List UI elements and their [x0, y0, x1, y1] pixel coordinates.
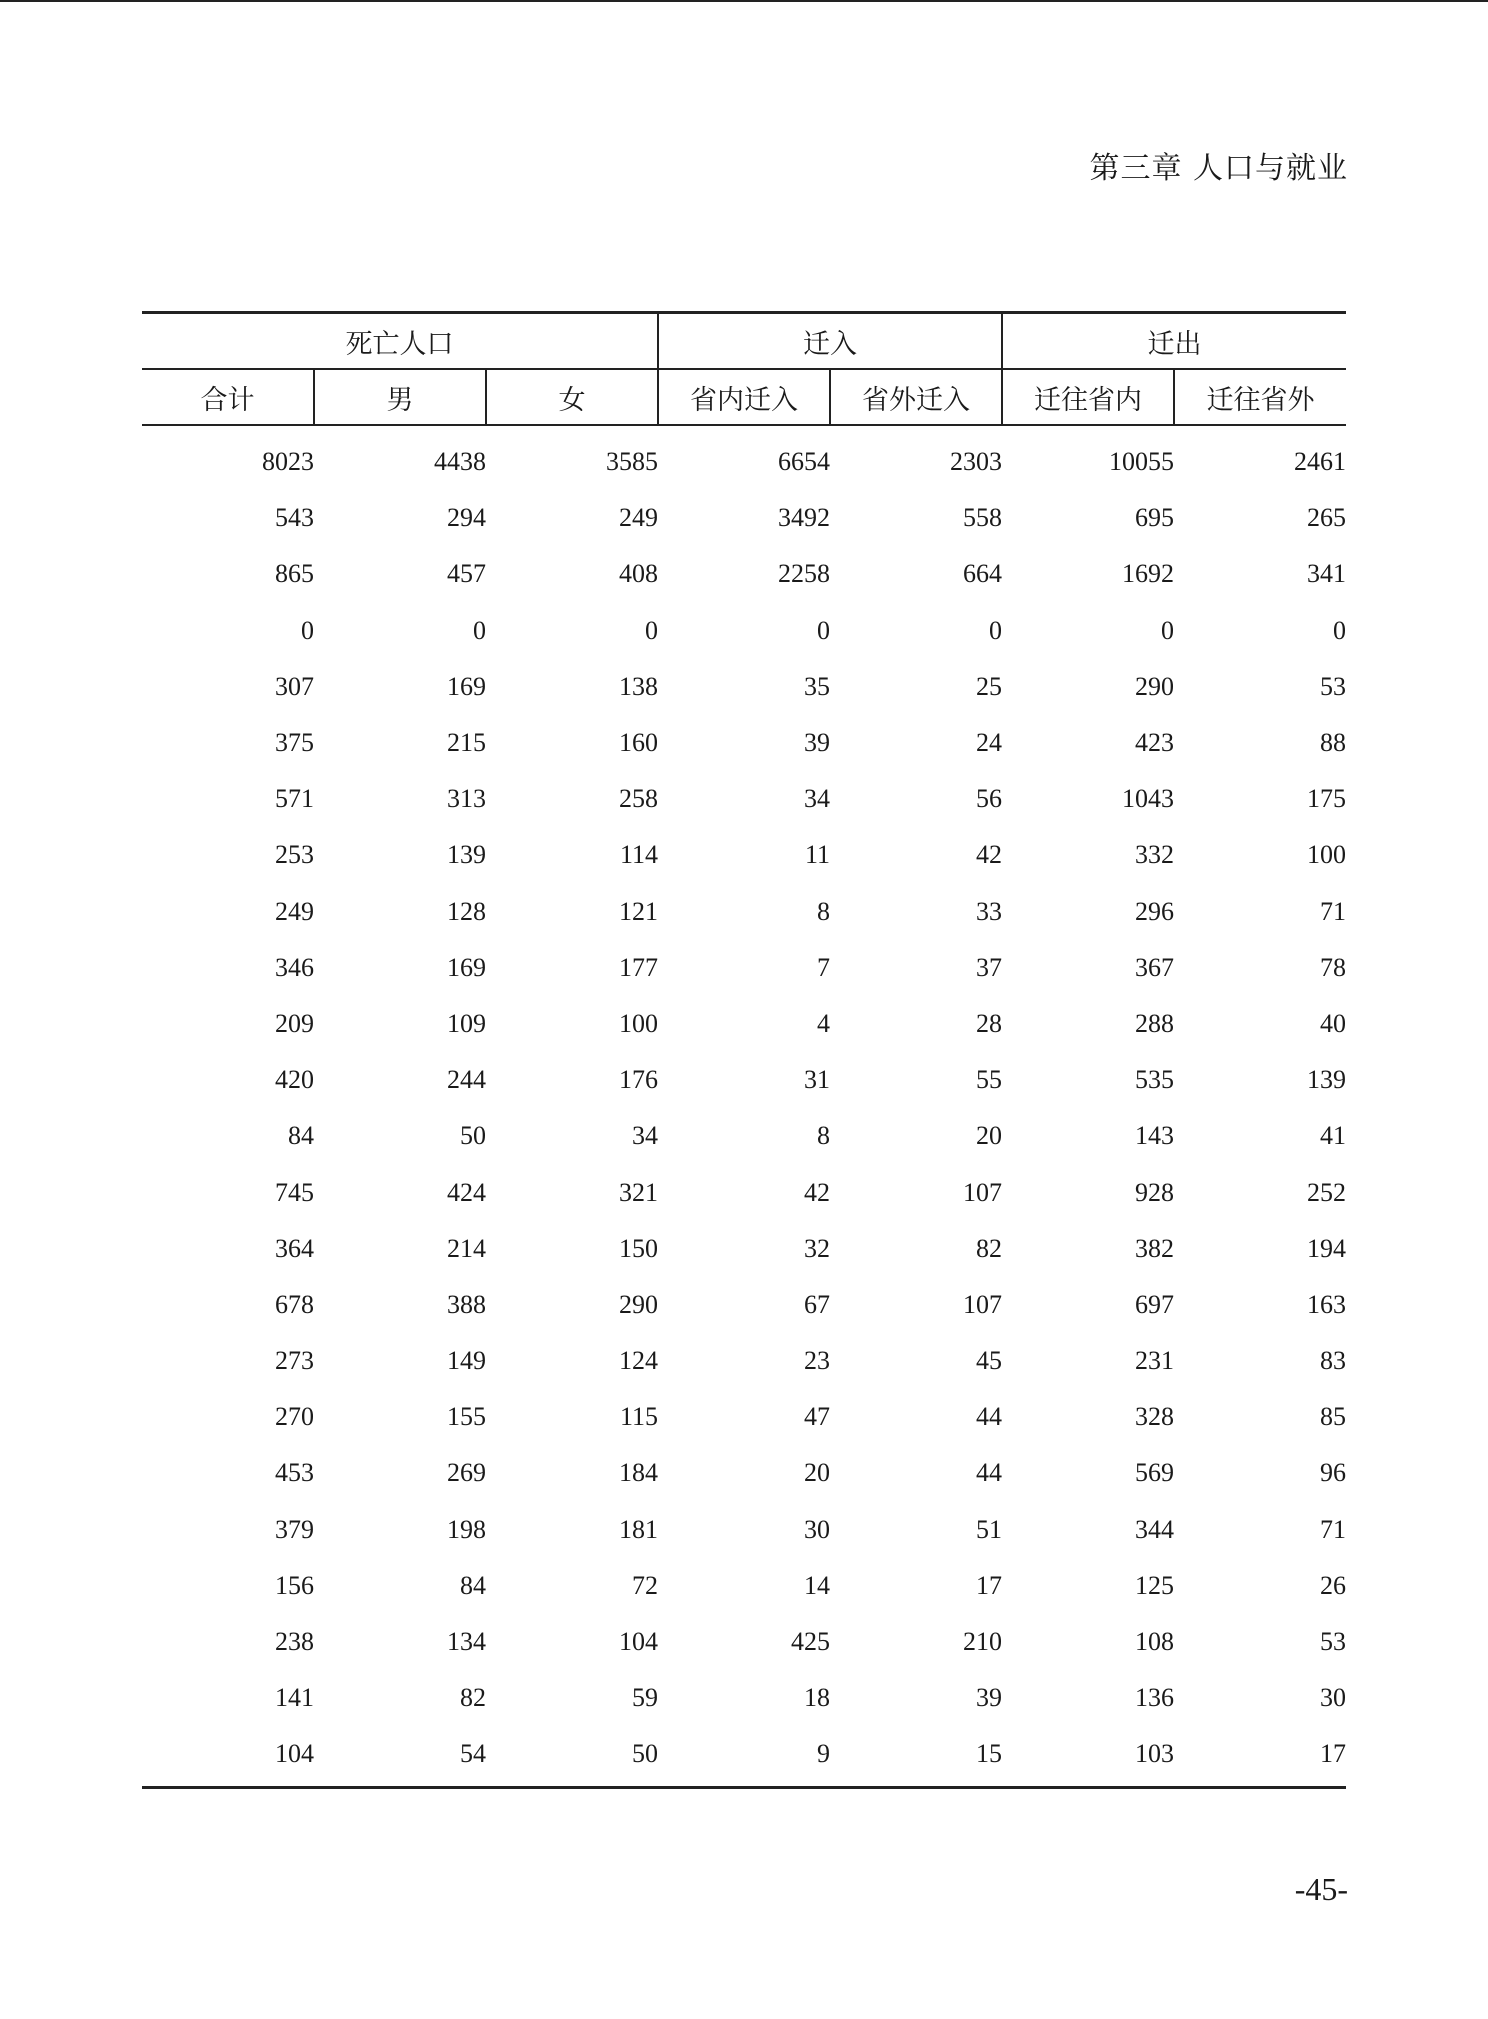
table-cell: 163 [1307, 1289, 1347, 1319]
table-cell: 0 [1333, 615, 1347, 645]
table-cell: 2258 [778, 559, 831, 589]
table-cell: 344 [1135, 1514, 1175, 1544]
chapter-title: 第三章 人口与就业 [1089, 151, 1348, 186]
table-cell: 265 [1307, 503, 1347, 533]
table-cell: 367 [1135, 952, 1175, 982]
table-cell: 4 [817, 1008, 831, 1038]
table-cell: 313 [447, 784, 486, 814]
table-cell: 121 [619, 896, 659, 926]
statistics-table [142, 311, 1346, 1783]
table-cell: 2303 [950, 447, 1003, 477]
table-cell: 107 [963, 1177, 1003, 1207]
table-cell: 108 [1135, 1627, 1175, 1657]
table-cell: 44 [976, 1402, 1003, 1432]
table-cell: 78 [1320, 952, 1347, 982]
column-header-male: 男 [314, 369, 486, 425]
table-cell: 54 [460, 1739, 486, 1769]
table-row [142, 1108, 1346, 1164]
table-cell: 2461 [1294, 447, 1347, 477]
table-cell: 9 [817, 1739, 831, 1769]
table-row [142, 1333, 1346, 1389]
table-header [142, 313, 1346, 426]
table-cell: 138 [619, 671, 659, 701]
table-cell: 571 [275, 784, 314, 814]
table-cell: 328 [1135, 1402, 1175, 1432]
table-cell: 270 [275, 1402, 314, 1432]
table-row [142, 1052, 1346, 1108]
table-row [142, 1670, 1346, 1726]
table-cell: 252 [1307, 1177, 1347, 1207]
table-cell: 294 [447, 503, 486, 533]
table-cell: 425 [791, 1627, 831, 1657]
table-cell: 114 [619, 840, 659, 870]
table-cell: 273 [275, 1346, 314, 1376]
table-cell: 10055 [1109, 447, 1175, 477]
table-row [142, 659, 1346, 715]
table-cell: 150 [619, 1233, 659, 1263]
table-cell: 420 [275, 1065, 314, 1095]
table-cell: 453 [275, 1458, 314, 1488]
table-cell: 67 [804, 1289, 831, 1319]
table-cell: 15 [976, 1739, 1003, 1769]
table-cell: 8 [817, 1121, 831, 1151]
table-cell: 346 [275, 952, 314, 982]
table-row [142, 1502, 1346, 1558]
table-cell: 0 [301, 615, 314, 645]
table-cell: 424 [447, 1177, 486, 1207]
table-cell: 290 [1135, 671, 1175, 701]
table-cell: 678 [275, 1289, 314, 1319]
table-cell: 288 [1135, 1008, 1175, 1038]
column-header-row [142, 369, 1346, 425]
table-row [142, 425, 1346, 490]
table-cell: 244 [447, 1065, 486, 1095]
table-cell: 136 [1135, 1683, 1175, 1713]
table-cell: 697 [1135, 1289, 1175, 1319]
table-cell: 20 [804, 1458, 831, 1488]
table-cell: 50 [460, 1121, 486, 1151]
table-cell: 24 [976, 728, 1003, 758]
table-cell: 155 [447, 1402, 486, 1432]
table-cell: 34 [632, 1121, 659, 1151]
table-cell: 408 [619, 559, 659, 589]
table-cell: 134 [447, 1627, 486, 1657]
table-row [142, 1726, 1346, 1782]
table-row [142, 940, 1346, 996]
table-cell: 41 [1320, 1121, 1347, 1151]
table-cell: 141 [275, 1683, 314, 1713]
table-cell: 115 [619, 1402, 659, 1432]
table-row [142, 1389, 1346, 1445]
table-cell: 160 [619, 728, 659, 758]
table-cell: 17 [1320, 1739, 1347, 1769]
table-cell: 71 [1320, 1514, 1347, 1544]
table-cell: 17 [976, 1570, 1003, 1600]
table-cell: 109 [447, 1008, 486, 1038]
table-cell: 149 [447, 1346, 486, 1376]
table-cell: 82 [460, 1683, 486, 1713]
page-top-border [0, 0, 1488, 2]
table-cell: 85 [1320, 1402, 1347, 1432]
table-cell: 30 [1320, 1683, 1347, 1713]
table-cell: 0 [1161, 615, 1175, 645]
table-cell: 156 [275, 1570, 314, 1600]
table-cell: 269 [447, 1458, 486, 1488]
table-row [142, 884, 1346, 940]
table-cell: 107 [963, 1289, 1003, 1319]
table-cell: 7 [817, 952, 831, 982]
table-cell: 14 [804, 1570, 831, 1600]
table-row [142, 1445, 1346, 1501]
table-cell: 33 [976, 896, 1003, 926]
table-cell: 169 [447, 671, 486, 701]
table-row [142, 1164, 1346, 1220]
group-header-deaths: 死亡人口 [142, 313, 658, 370]
table-cell: 695 [1135, 503, 1175, 533]
table-cell: 37 [976, 952, 1003, 982]
table-cell: 32 [804, 1233, 831, 1263]
table-cell: 45 [976, 1346, 1003, 1376]
table-cell: 296 [1135, 896, 1175, 926]
group-header-row [142, 313, 1346, 370]
table-cell: 865 [275, 559, 314, 589]
table-cell: 194 [1307, 1233, 1347, 1263]
table-row [142, 996, 1346, 1052]
table-cell: 139 [1307, 1065, 1347, 1095]
table-cell: 290 [619, 1289, 659, 1319]
table-cell: 1692 [1122, 559, 1175, 589]
table-row [142, 603, 1346, 659]
table-cell: 177 [619, 952, 659, 982]
table-row [142, 490, 1346, 546]
table-cell: 42 [804, 1177, 831, 1207]
column-header-in-province-in: 省内迁入 [658, 369, 830, 425]
table-cell: 928 [1135, 1177, 1175, 1207]
group-header-in-migration: 迁入 [658, 313, 1002, 370]
table-cell: 47 [804, 1402, 831, 1432]
table-cell: 71 [1320, 896, 1347, 926]
table-cell: 214 [447, 1233, 486, 1263]
table-cell: 88 [1320, 728, 1347, 758]
table-cell: 35 [804, 671, 831, 701]
table-cell: 34 [804, 784, 831, 814]
table-cell: 535 [1135, 1065, 1175, 1095]
table-cell: 23 [804, 1346, 831, 1376]
table-cell: 321 [619, 1177, 659, 1207]
table-row [142, 715, 1346, 771]
table-cell: 3585 [606, 447, 659, 477]
table-cell: 11 [804, 840, 831, 870]
table-cell: 128 [447, 896, 486, 926]
table-cell: 30 [804, 1514, 831, 1544]
table-cell: 44 [976, 1458, 1003, 1488]
table-cell: 176 [619, 1065, 659, 1095]
table-cell: 258 [619, 784, 659, 814]
table-row [142, 1558, 1346, 1614]
table-cell: 103 [1135, 1739, 1175, 1769]
table-cell: 20 [976, 1121, 1003, 1151]
column-header-total: 合计 [142, 369, 314, 425]
table-cell: 543 [275, 503, 314, 533]
table-cell: 31 [804, 1065, 831, 1095]
table-cell: 664 [963, 559, 1003, 589]
table-cell: 181 [619, 1514, 659, 1544]
table-cell: 0 [473, 615, 486, 645]
table-cell: 8023 [262, 447, 314, 477]
table-cell: 364 [275, 1233, 314, 1263]
table-cell: 423 [1135, 728, 1175, 758]
page-number: -45- [1294, 1871, 1348, 1907]
table-cell: 209 [275, 1008, 314, 1038]
table-cell: 6654 [778, 447, 831, 477]
column-header-out-province-in: 省外迁入 [830, 369, 1002, 425]
table-cell: 1043 [1122, 784, 1175, 814]
table-cell: 169 [447, 952, 486, 982]
statistics-table-container [142, 311, 1346, 1783]
table-cell: 143 [1135, 1121, 1175, 1151]
table-cell: 215 [447, 728, 486, 758]
table-row [142, 771, 1346, 827]
column-header-female: 女 [486, 369, 658, 425]
table-cell: 249 [275, 896, 314, 926]
column-header-to-out-province: 迁往省外 [1174, 369, 1346, 425]
table-cell: 82 [976, 1233, 1003, 1263]
table-cell: 388 [447, 1289, 486, 1319]
table-cell: 72 [632, 1570, 659, 1600]
table-cell: 26 [1320, 1570, 1347, 1600]
table-cell: 84 [288, 1121, 314, 1151]
table-cell: 184 [619, 1458, 659, 1488]
table-cell: 249 [619, 503, 659, 533]
table-cell: 3492 [778, 503, 831, 533]
table-cell: 55 [976, 1065, 1003, 1095]
table-cell: 39 [804, 728, 831, 758]
table-cell: 8 [817, 896, 831, 926]
table-cell: 558 [963, 503, 1003, 533]
table-cell: 4438 [434, 447, 486, 477]
table-cell: 175 [1307, 784, 1347, 814]
table-cell: 104 [619, 1627, 659, 1657]
table-cell: 96 [1320, 1458, 1347, 1488]
table-cell: 307 [275, 671, 314, 701]
table-cell: 125 [1135, 1570, 1175, 1600]
table-cell: 0 [989, 615, 1003, 645]
table-cell: 100 [619, 1008, 659, 1038]
table-cell: 0 [645, 615, 659, 645]
table-cell: 198 [447, 1514, 486, 1544]
table-cell: 0 [817, 615, 831, 645]
table-cell: 40 [1320, 1008, 1347, 1038]
table-cell: 238 [275, 1627, 314, 1657]
table-cell: 18 [804, 1683, 831, 1713]
table-cell: 39 [976, 1683, 1003, 1713]
table-cell: 139 [447, 840, 486, 870]
table-cell: 253 [275, 840, 314, 870]
table-cell: 28 [976, 1008, 1003, 1038]
table-cell: 53 [1320, 1627, 1347, 1657]
table-row [142, 827, 1346, 883]
table-cell: 457 [447, 559, 486, 589]
table-cell: 84 [460, 1570, 486, 1600]
table-cell: 50 [632, 1739, 659, 1769]
column-header-to-in-province: 迁往省内 [1002, 369, 1174, 425]
table-row [142, 1614, 1346, 1670]
table-cell: 341 [1307, 559, 1347, 589]
table-cell: 124 [619, 1346, 659, 1376]
table-body [142, 425, 1346, 1783]
table-cell: 100 [1307, 840, 1347, 870]
table-cell: 382 [1135, 1233, 1175, 1263]
table-cell: 745 [275, 1177, 314, 1207]
table-cell: 104 [275, 1739, 314, 1769]
group-header-out-migration: 迁出 [1002, 313, 1346, 370]
table-row [142, 1221, 1346, 1277]
table-cell: 56 [976, 784, 1003, 814]
table-row [142, 1277, 1346, 1333]
table-cell: 51 [976, 1514, 1003, 1544]
table-cell: 42 [976, 840, 1003, 870]
table-cell: 375 [275, 728, 314, 758]
table-cell: 231 [1135, 1346, 1175, 1376]
table-bottom-rule [142, 1786, 1346, 1789]
table-cell: 210 [963, 1627, 1003, 1657]
table-row [142, 546, 1346, 602]
table-cell: 332 [1135, 840, 1175, 870]
table-cell: 53 [1320, 671, 1347, 701]
table-cell: 379 [275, 1514, 314, 1544]
table-cell: 569 [1135, 1458, 1175, 1488]
table-cell: 25 [976, 671, 1003, 701]
table-cell: 83 [1320, 1346, 1347, 1376]
table-cell: 59 [632, 1683, 659, 1713]
